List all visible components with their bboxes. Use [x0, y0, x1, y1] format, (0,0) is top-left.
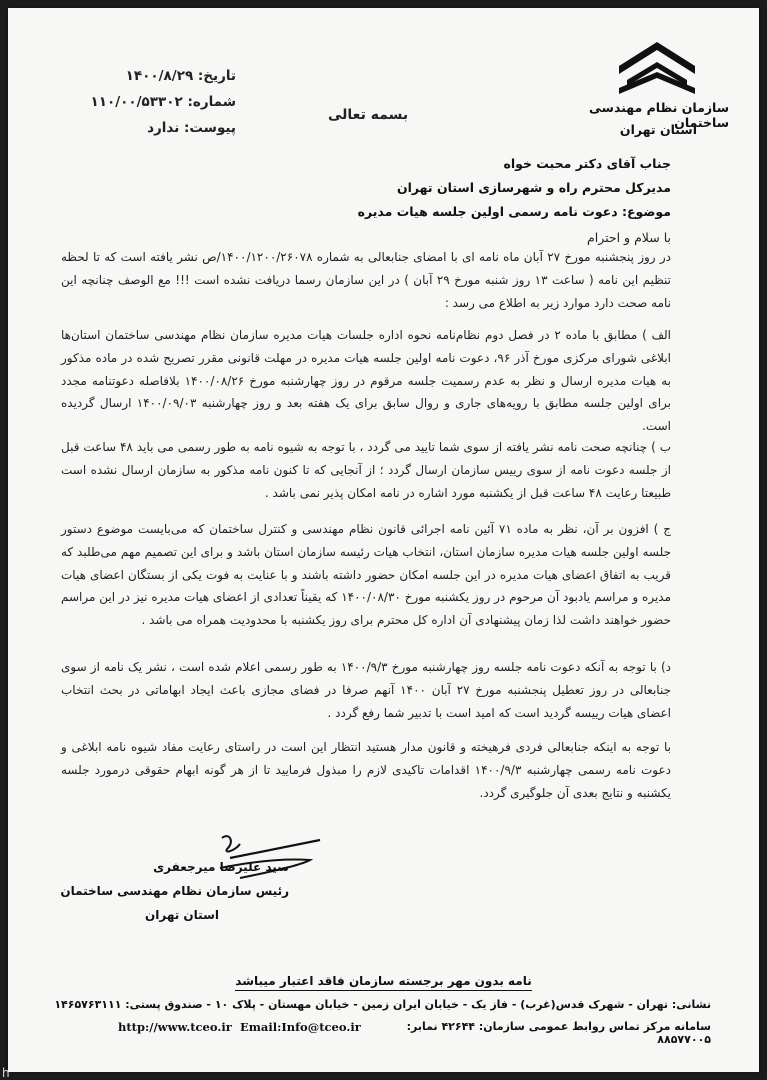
paragraph-closing: با توجه به اینکه جنابعالی فردی فرهیخته و قانون مدار هستید انتظار این است در راستای رعایت مفاد شیوه نامه ابلاغی و دعوت نامه رسمی چهارشنبه ۱۴۰۰/۹/۳ اقدامات تاکیدی لازم را مبذول فرمایید تا از هر گونه ابهام حقوقی درمورد جلسه یکشنبه و نتایج بعدی آن جلوگیری گردد.: [61, 740, 671, 800]
letter-number: شماره: ۱۱۰/۰۰/۵۳۳۰۲: [90, 94, 236, 110]
org-logo-icon: [613, 36, 701, 104]
letter-subject: موضوع: دعوت نامه رسمی اولین جلسه هیات مدیره: [357, 204, 671, 219]
letter-page: [8, 8, 759, 1072]
paragraph-alef: الف ) مطابق با ماده ۲ در فصل دوم نظام‌نامه نحوه اداره جلسات هیات مدیره سازمان نظام مهندسی ساختمان استان‌ها ابلاغی شورای مرکزی مورخ آذر ۹۶، دعوت نامه اولین جلسه هیات مدیره در مهلت قانونی مقرر تصریح شده در ماده مذکور به هیات مدیره ارسال و نظر به عدم رسمیت جلسه مرقوم در روز چهارشنبه مورخ ۱۴۰۰/۰۸/۲۶ بلافاصله دعوتنامه مجدد برای اولین جلسه مطابق با رویه‌های جاری و روال سابق برای یک هفته بعد و روز چهارشنبه ۱۴۰۰/۰۹/۰۳ ارسال گردیده است.: [61, 328, 671, 434]
paragraph-intro: در روز پنجشنبه مورخ ۲۷ آبان ماه نامه ای با امضای جنابعالی به شماره ۱۴۰۰/۱۲۰۰/۲۶۰۷۸/ص نشر یافته است که تا لحظه تنظیم این نامه ( ساعت ۱۳ روز شنبه مورخ ۲۹ آبان ) در این سازمان رسما دریافت نشده است !!! مع الوصف چنانچه این نامه صحت دارد موارد زیر به اطلاع می رسد :: [61, 250, 671, 310]
paragraph-dal: د) با توجه به آنکه دعوت نامه جلسه روز چهارشنبه مورخ ۱۴۰۰/۹/۳ به طور رسمی اعلام شده است ، نشر یک نامه از سوی جنابعالی در روز تعطیل پنجشنبه مورخ ۲۷ آبان ۱۴۰۰ آنهم صرفا در فضای مجازی باعث ایجاد ابهاماتی در بحث انتخاب اعضای هیات رییسه گردید است که امید است با تدبیر شما رفع گردد .: [61, 660, 671, 720]
bismillah-heading: بسمه تعالی: [328, 107, 409, 123]
signature-scribble-icon: [200, 828, 340, 886]
signatory-title: رئیس سازمان نظام مهندسی ساختمان: [60, 884, 289, 898]
stamp-validity-note: نامه بدون مهر برجسته سازمان فاقد اعتبار میباشد: [8, 974, 759, 988]
org-name: سازمان نظام مهندسی ساختمان: [589, 100, 729, 130]
greeting: با سلام و احترام: [587, 230, 671, 245]
corner-mark: h: [2, 1066, 10, 1080]
footer-address: نشانی: تهران - شهرک قدس(غرب) - فاز یک - خیابان ایران زمین - خیابان مهستان - پلاک ۱۰ - صندوق پستی: ۱۴۶۵۷۶۳۱۱۱: [54, 998, 711, 1011]
paragraph-jim: ج ) افزون بر آن، نظر به ماده ۷۱ آئین نامه اجرائی قانون نظام مهندسی و کنترل ساختمان که می‌بایست موضوع دستور جلسه اولین جلسه هیات مدیره سازمان استان، انتخاب هیات رئیسه سازمان استان باشد و برای این تصمیم مهم می‌طلبد که قریب به اتفاق اعضای هیات مدیره در این جلسه امکان حضور داشته باشند و با عنایت به فوت یکی از بستگان اعضای هیات مدیره و مراسم یادبود آن مرحوم در روز یکشنبه مورخ ۱۴۰۰/۰۸/۳۰ که یقیناً تعدادی از اعضای هیات مدیره نیز در این مراسم حضور خواهند داشت لذا زمان پیشنهادی آن اداره کل محترم برای روز یکشنبه با محدودیت همراه می باشد .: [61, 522, 672, 628]
signatory-name: سید علیرضا میرجعفری: [153, 860, 289, 874]
footer-email[interactable]: Email:Info@tceo.ir: [240, 1020, 361, 1034]
footer-contact: سامانه مرکز تماس روابط عمومی سازمان: ۴۲۶۴۴ نمابر: ۸۸۵۷۷۰۰۵: [406, 1020, 711, 1046]
org-province: استان تهران: [619, 122, 697, 137]
letter-attachment: پیوست: ندارد: [147, 120, 236, 136]
addressee-name: جناب آقای دکتر محبت خواه: [503, 156, 671, 171]
paragraph-be: ب ) چنانچه صحت نامه نشر یافته از سوی شما تایید می گردد ، با توجه به شیوه نامه به طور رسمی می باید ۴۸ ساعت قبل از جلسه دعوت نامه از سوی رییس سازمان ارسال گردد ؛ از آنجایی که تا کنون نامه مذکور به سازمان ارسال نشده است طبیعتا رعایت ۴۸ ساعت قبل از یکشنبه مورد اشاره در نامه امکان پذیر نمی باشد .: [61, 440, 671, 500]
addressee-title: مدیرکل محترم راه و شهرسازی استان تهران: [396, 180, 671, 195]
signatory-province: استان تهران: [145, 908, 219, 922]
letter-date: تاریخ: ۱۴۰۰/۸/۲۹: [125, 68, 236, 84]
footer-website[interactable]: http://www.tceo.ir: [118, 1020, 232, 1034]
